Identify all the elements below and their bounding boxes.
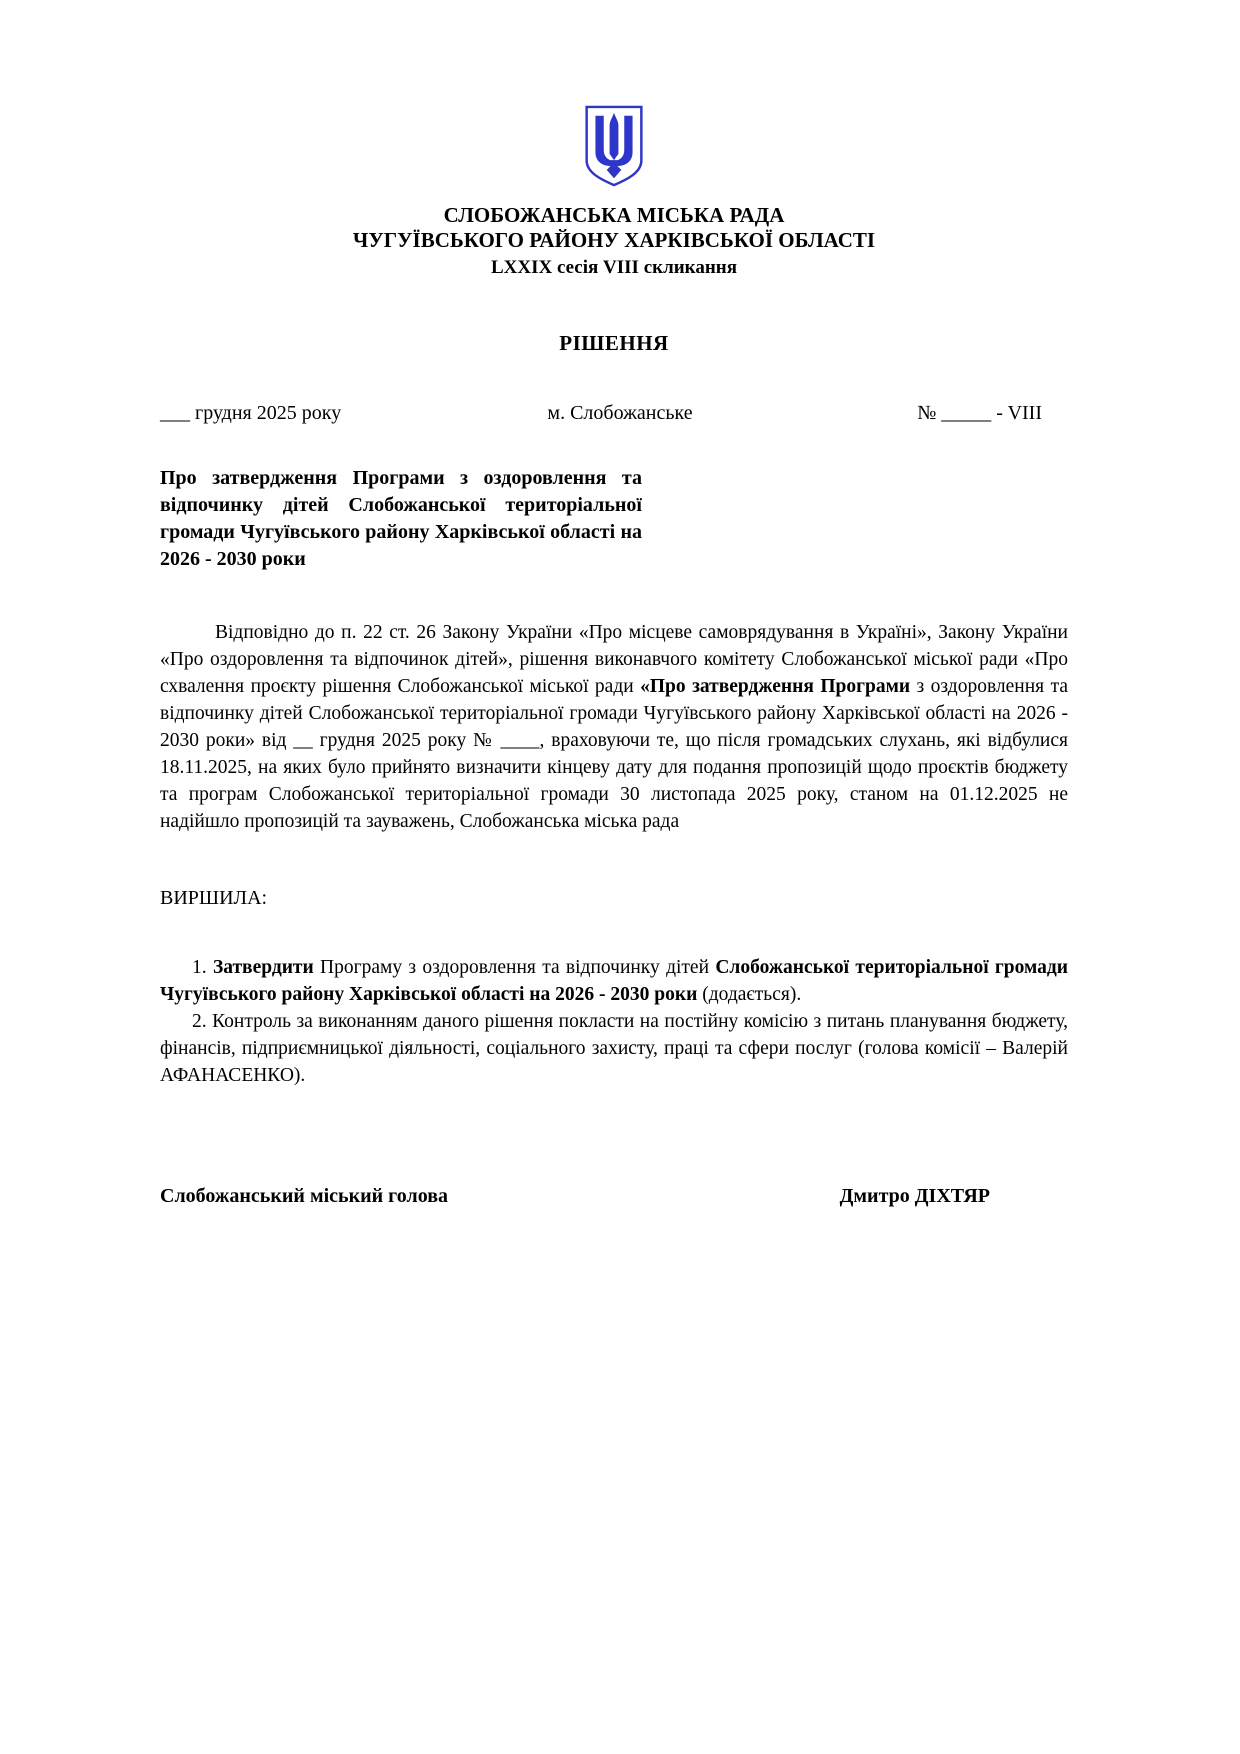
session-line: LXXIX сесія VIII скликання	[490, 257, 738, 278]
resolved-label: ВИРШИЛА:	[160, 887, 268, 909]
document-type-heading: РІШЕННЯ	[559, 331, 669, 355]
decision-item-1: 1. Затвердити Програму з оздоровлення та відпочинку дітей Слобожанської територіальної громади Чугуївського району Харківської області на 2026 - 2030 роки (додається).	[160, 957, 1069, 1005]
document-number: № _____ - VIII	[917, 402, 1042, 424]
org-name-line2: ЧУГУЇВСЬКОГО РАЙОНУ ХАРКІВСЬКОЇ ОБЛАСТІ	[352, 228, 876, 252]
signature-row	[160, 1185, 1068, 1208]
document-title: Про затвердження Програми з оздоровлення та відпочинку дітей Слобожанської територіальної громади Чугуївського району Харківської області на 2026 - 2030 роки	[160, 467, 642, 570]
signatory-name: Дмитро ДІХТЯР	[839, 1185, 990, 1207]
crest-container	[160, 104, 1068, 193]
ukraine-trident-icon	[582, 104, 646, 188]
preamble-paragraph: Відповідно до п. 22 ст. 26 Закону України «Про місцеве самоврядування в Україні», Закону України «Про оздоровлення та відпочинок дітей», рішення виконавчого комітету Слобожанської міської ради «Про схвалення проєкту рішення Слобожанської міської ради «Про затвердження Програми з оздоровлення та відпочинку дітей Слобожанської територіальної громади Чугуївського району Харківської області на 2026 - 2030 роки» від __ грудня 2025 року № ____, враховуючи те, що після громадських слухань, які відбулися 18.11.2025, на яких було прийнято визначити кінцеву дату для подання пропозицій щодо проєктів бюджету та програм Слобожанської територіальної громади 30 листопада 2025 року, станом на 01.12.2025 не надійшло пропозицій та зауважень, Слобожанська міська рада	[160, 622, 1068, 832]
document-place: м. Слобожанське	[547, 402, 693, 424]
org-name-line1: СЛОБОЖАНСЬКА МІСЬКА РАДА	[443, 203, 785, 227]
signatory-position: Слобожанський міський голова	[160, 1185, 448, 1207]
decision-item-2: 2. Контроль за виконанням даного рішення покласти на постійну комісію з питань планування бюджету, фінансів, підприємницької діяльності, соціального захисту, праці та сфери послуг (голова комісії – Валерій АФАНАСЕНКО).	[160, 1011, 1068, 1086]
decision-items	[160, 954, 1068, 1089]
document-date: ___ грудня 2025 року	[160, 402, 342, 424]
date-number-row	[160, 402, 1068, 425]
